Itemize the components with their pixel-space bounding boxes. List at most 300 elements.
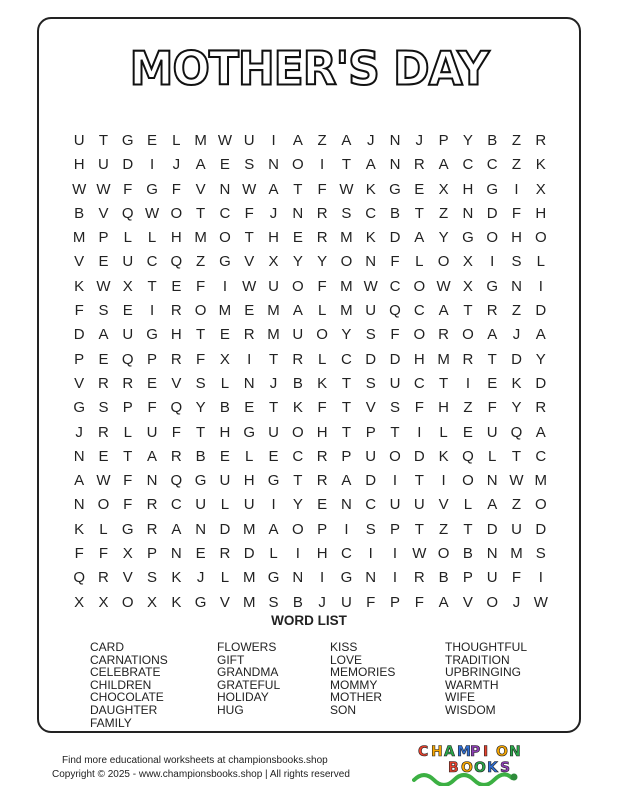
grid-letter: U: [486, 423, 498, 441]
grid-letter: E: [122, 302, 133, 320]
grid-letter: F: [390, 326, 400, 344]
grid-letter: U: [195, 496, 207, 514]
grid-letter: T: [293, 180, 303, 198]
grid-letter: T: [341, 374, 351, 392]
grid-letter: F: [317, 277, 327, 295]
grid-letter: D: [413, 447, 425, 465]
word-list-column-1: [90, 641, 168, 729]
grid-letter: Q: [170, 399, 183, 417]
logo-letter: B: [448, 760, 459, 776]
grid-letter: N: [511, 277, 522, 295]
grid-letter: T: [414, 472, 424, 490]
grid-letter: S: [195, 374, 206, 392]
grid-letter: B: [292, 593, 303, 611]
grid-letter: H: [462, 180, 474, 198]
grid-letter: Y: [511, 399, 522, 417]
grid-letter: N: [195, 520, 207, 538]
grid-letter: X: [438, 180, 449, 198]
grid-letter: O: [97, 496, 110, 514]
grid-letter: O: [437, 545, 450, 563]
grid-letter: H: [438, 399, 450, 417]
grid-letter: I: [441, 472, 446, 490]
grid-letter: O: [316, 326, 328, 344]
word-list-item: CARD: [90, 640, 125, 654]
grid-letter: W: [217, 132, 233, 149]
grid-letter: G: [146, 180, 158, 198]
grid-letter: J: [512, 326, 521, 344]
grid-letter: M: [340, 229, 353, 247]
grid-letter: I: [320, 569, 325, 587]
word-list-item: FLOWERS: [217, 640, 277, 654]
grid-letter: L: [172, 132, 181, 149]
grid-letter: A: [341, 132, 352, 149]
grid-letter: O: [486, 229, 499, 247]
grid-letter: H: [219, 423, 231, 441]
grid-letter: C: [219, 204, 231, 222]
grid-letter: F: [366, 593, 376, 611]
snake-icon: [414, 774, 512, 785]
grid-letter: B: [390, 204, 401, 222]
grid-letter: N: [243, 374, 255, 392]
grid-letter: G: [267, 472, 280, 490]
grid-letter: W: [339, 180, 354, 198]
grid-letter: D: [486, 204, 498, 222]
grid-letter: L: [488, 447, 497, 465]
grid-letter: I: [417, 423, 422, 441]
grid-letter: N: [73, 496, 85, 514]
grid-letter: E: [244, 302, 255, 320]
grid-letter: M: [340, 277, 353, 295]
grid-letter: O: [340, 253, 353, 271]
grid-letter: I: [514, 180, 519, 198]
grid-letter: F: [123, 496, 133, 514]
logo-letter: K: [487, 760, 498, 776]
grid-letter: O: [121, 593, 134, 611]
grid-letter: I: [271, 496, 276, 514]
grid-letter: O: [291, 520, 304, 538]
grid-letter: R: [535, 399, 547, 417]
grid-letter: N: [365, 569, 377, 587]
grid-letter: P: [74, 350, 85, 368]
grid-letter: P: [365, 423, 376, 441]
grid-letter: U: [340, 593, 352, 611]
grid-letter: M: [267, 326, 280, 344]
grid-letter: F: [390, 253, 400, 271]
grid-letter: Z: [439, 204, 449, 222]
grid-letter: P: [147, 545, 158, 563]
grid-letter: I: [392, 472, 398, 490]
grid-letter: Y: [292, 253, 303, 271]
logo-letter: O: [461, 760, 473, 776]
grid-letter: U: [413, 496, 425, 514]
word-list-item: GRANDMA: [217, 665, 279, 680]
grid-letter: E: [462, 423, 473, 441]
word-list-item: MOTHER: [330, 690, 382, 705]
grid-letter: D: [389, 229, 401, 247]
grid-letter: F: [196, 350, 206, 368]
grid-letter: E: [487, 374, 498, 392]
grid-letter: P: [341, 447, 352, 465]
grid-letter: M: [510, 545, 523, 563]
grid-letter: G: [486, 180, 499, 198]
grid-letter: W: [242, 277, 257, 295]
grid-letter: Y: [195, 399, 206, 417]
grid-letter: P: [98, 229, 109, 247]
grid-letter: I: [392, 545, 398, 563]
grid-letter: F: [74, 302, 84, 320]
word-search-grid: [67, 129, 553, 615]
grid-letter: N: [146, 472, 158, 490]
logo-letter: I: [483, 744, 489, 760]
word-list-item: GRATEFUL: [217, 677, 281, 692]
grid-letter: Q: [170, 253, 183, 271]
grid-letter: I: [392, 569, 398, 587]
grid-letter: S: [535, 545, 546, 563]
grid-letter: O: [219, 229, 231, 247]
grid-letter: A: [74, 472, 85, 490]
grid-letter: R: [243, 326, 255, 344]
word-list-item: UPBRINGING: [445, 665, 522, 680]
grid-letter: G: [194, 472, 207, 490]
grid-letter: K: [365, 229, 376, 247]
grid-letter: V: [462, 593, 473, 611]
grid-letter: S: [511, 253, 522, 271]
grid-letter: N: [340, 496, 352, 514]
grid-letter: U: [511, 520, 522, 538]
grid-letter: M: [218, 302, 232, 320]
grid-letter: I: [465, 374, 470, 392]
grid-letter: H: [170, 326, 182, 344]
grid-letter: O: [486, 593, 499, 611]
page-title: MOTHER'S DAY: [129, 42, 489, 97]
grid-letter: Q: [170, 472, 183, 490]
grid-letter: U: [219, 472, 231, 490]
grid-letter: T: [341, 156, 351, 174]
grid-letter: A: [171, 520, 182, 538]
word-list-item: TRADITION: [445, 652, 510, 667]
grid-letter: X: [219, 350, 230, 368]
grid-letter: Q: [510, 423, 523, 441]
grid-letter: W: [96, 180, 111, 198]
grid-letter: A: [292, 302, 303, 320]
grid-letter: N: [170, 545, 182, 563]
grid-letter: T: [463, 302, 473, 320]
word-list-item: HOLIDAY: [217, 690, 269, 705]
word-list-item: MEMORIES: [330, 665, 396, 680]
grid-letter: Z: [511, 496, 522, 514]
grid-letter: A: [365, 156, 376, 174]
grid-letter: R: [170, 302, 182, 320]
grid-letter: M: [242, 593, 256, 611]
word-list-item: CHOCOLATE: [90, 690, 164, 705]
grid-letter: B: [487, 132, 498, 149]
grid-letter: C: [535, 447, 547, 465]
word-list-item: FAMILY: [90, 715, 132, 730]
grid-letter: L: [220, 496, 230, 514]
grid-letter: Q: [462, 447, 474, 465]
grid-letter: V: [219, 593, 230, 611]
grid-letter: U: [243, 496, 255, 514]
grid-letter: F: [171, 423, 181, 441]
grid-letter: U: [389, 374, 401, 392]
grid-letter: S: [365, 520, 376, 538]
grid-letter: I: [538, 569, 543, 587]
grid-letter: M: [194, 132, 207, 149]
grid-letter: X: [147, 593, 158, 611]
grid-letter: R: [316, 472, 328, 490]
grid-letter: M: [242, 569, 256, 587]
grid-letter: K: [438, 447, 449, 465]
grid-letter: V: [438, 496, 449, 514]
word-list-column-2: [217, 641, 280, 717]
logo-letter: N: [509, 744, 521, 760]
grid-letter: N: [486, 472, 498, 490]
grid-letter: M: [437, 350, 450, 368]
grid-letter: I: [295, 545, 300, 563]
grid-letter: G: [340, 569, 353, 587]
word-list-item: CHILDREN: [90, 677, 152, 692]
grid-letter: E: [268, 447, 279, 465]
grid-letter: H: [413, 350, 425, 368]
grid-letter: F: [414, 399, 424, 417]
grid-letter: Y: [535, 350, 546, 368]
grid-letter: L: [147, 229, 157, 247]
grid-letter: X: [462, 253, 473, 271]
grid-letter: A: [438, 593, 449, 611]
grid-letter: B: [195, 447, 206, 465]
grid-letter: Z: [463, 399, 473, 417]
grid-letter: J: [366, 132, 375, 149]
grid-letter: P: [122, 399, 133, 417]
grid-letter: O: [413, 326, 426, 344]
grid-letter: R: [170, 350, 182, 368]
grid-letter: I: [247, 350, 252, 368]
grid-letter: T: [341, 399, 351, 417]
grid-letter: E: [195, 545, 206, 563]
grid-letter: G: [194, 593, 207, 611]
grid-letter: M: [194, 229, 207, 247]
grid-letter: H: [268, 229, 279, 247]
grid-letter: I: [149, 302, 155, 320]
grid-letter: O: [291, 277, 304, 295]
word-list-item: SON: [330, 702, 357, 717]
grid-letter: N: [365, 253, 377, 271]
grid-letter: T: [147, 277, 157, 295]
grid-letter: I: [222, 277, 228, 295]
grid-letter: V: [98, 204, 109, 222]
footer: [52, 754, 350, 782]
grid-letter: N: [268, 156, 279, 174]
grid-letter: J: [269, 204, 278, 222]
grid-letter: D: [73, 326, 85, 344]
grid-letter: S: [390, 399, 401, 417]
grid-letter: R: [486, 302, 498, 320]
grid-letter: L: [415, 253, 424, 271]
grid-letter: U: [365, 447, 377, 465]
logo-letter: M: [457, 744, 471, 760]
grid-letter: K: [74, 277, 85, 295]
grid-letter: S: [341, 204, 352, 222]
grid-letter: C: [389, 277, 401, 295]
grid-letter: A: [292, 132, 303, 149]
grid-letter: F: [414, 593, 424, 611]
grid-letter: S: [98, 302, 109, 320]
grid-letter: H: [316, 545, 328, 563]
grid-letter: F: [317, 180, 327, 198]
grid-letter: Z: [439, 520, 449, 538]
grid-letter: F: [147, 399, 157, 417]
grid-letter: H: [511, 229, 522, 247]
grid-letter: I: [320, 156, 325, 174]
grid-letter: T: [511, 447, 522, 465]
grid-letter: T: [414, 520, 424, 538]
grid-letter: I: [538, 277, 543, 295]
grid-letter: D: [535, 302, 547, 320]
grid-letter: T: [341, 423, 351, 441]
grid-letter: F: [244, 204, 254, 222]
grid-letter: C: [462, 156, 474, 174]
grid-letter: R: [219, 545, 231, 563]
grid-letter: V: [195, 180, 206, 198]
grid-letter: R: [98, 423, 109, 441]
grid-letter: T: [487, 350, 497, 368]
grid-letter: Z: [196, 253, 206, 271]
grid-letter: F: [511, 204, 522, 222]
grid-letter: M: [267, 302, 280, 320]
grid-letter: S: [244, 156, 255, 174]
grid-letter: U: [73, 132, 85, 149]
grid-letter: Z: [511, 302, 522, 320]
grid-letter: X: [122, 545, 133, 563]
grid-letter: U: [486, 569, 498, 587]
word-list-item: CELEBRATE: [90, 665, 161, 680]
logo-letter: S: [500, 760, 511, 776]
grid-letter: J: [318, 593, 326, 611]
grid-letter: F: [123, 472, 133, 490]
grid-letter: C: [365, 204, 377, 222]
grid-letter: A: [268, 180, 279, 198]
logo-letter: O: [474, 760, 486, 776]
grid-letter: U: [268, 423, 279, 441]
grid-letter: W: [436, 277, 451, 295]
grid-letter: N: [292, 569, 304, 587]
footer-line-1: Find more educational worksheets at championsbooks.shop: [62, 755, 328, 766]
grid-letter: R: [316, 204, 328, 222]
grid-letter: F: [511, 569, 522, 587]
grid-letter: L: [220, 569, 230, 587]
grid-letter: D: [365, 350, 377, 368]
word-list-item: WISDOM: [445, 702, 496, 717]
grid-letter: Y: [438, 229, 449, 247]
grid-letter: K: [292, 399, 303, 417]
grid-letter: Q: [121, 350, 134, 368]
grid-letter: T: [463, 520, 473, 538]
grid-letter: O: [462, 326, 474, 344]
grid-letter: S: [268, 593, 279, 611]
grid-letter: U: [292, 326, 304, 344]
grid-letter: T: [268, 350, 279, 368]
grid-letter: B: [74, 204, 85, 222]
grid-letter: E: [147, 374, 158, 392]
grid-letter: O: [437, 253, 450, 271]
grid-letter: G: [73, 399, 85, 417]
grid-letter: Y: [341, 326, 352, 344]
grid-letter: W: [533, 593, 548, 611]
grid-letter: H: [316, 423, 328, 441]
word-list-item: HUG: [217, 702, 244, 717]
grid-letter: W: [509, 472, 524, 490]
grid-letter: G: [243, 423, 256, 441]
grid-letter: Z: [511, 132, 522, 149]
grid-letter: W: [96, 472, 111, 490]
grid-letter: E: [171, 277, 182, 295]
grid-letter: O: [534, 229, 547, 247]
grid-letter: G: [462, 229, 474, 247]
grid-letter: T: [414, 204, 424, 222]
grid-letter: W: [242, 180, 257, 198]
grid-letter: A: [438, 156, 449, 174]
grid-letter: L: [317, 302, 327, 320]
grid-letter: I: [490, 253, 495, 271]
grid-letter: L: [123, 423, 132, 441]
grid-letter: Y: [292, 496, 303, 514]
grid-letter: A: [438, 302, 449, 320]
grid-letter: T: [98, 132, 109, 149]
grid-letter: V: [74, 374, 85, 392]
grid-letter: O: [534, 496, 547, 514]
grid-letter: V: [365, 399, 376, 417]
grid-letter: D: [486, 520, 498, 538]
grid-letter: A: [341, 472, 352, 490]
grid-letter: K: [317, 374, 328, 392]
grid-letter: C: [146, 253, 158, 271]
grid-letter: D: [219, 520, 231, 538]
grid-letter: V: [122, 569, 133, 587]
grid-letter: O: [389, 447, 401, 465]
grid-letter: S: [365, 326, 376, 344]
grid-letter: O: [413, 277, 426, 295]
grid-letter: X: [535, 180, 546, 198]
grid-letter: U: [365, 302, 377, 320]
grid-letter: M: [340, 302, 353, 320]
grid-letter: F: [487, 399, 497, 417]
word-list-item: THOUGHTFUL: [445, 640, 527, 654]
grid-letter: R: [316, 447, 328, 465]
grid-letter: T: [196, 204, 206, 222]
grid-letter: T: [390, 423, 400, 441]
logo-letter: A: [444, 744, 455, 760]
word-list-item: CARNATIONS: [90, 652, 168, 667]
grid-letter: S: [98, 399, 109, 417]
grid-letter: R: [462, 350, 474, 368]
grid-letter: H: [73, 156, 85, 174]
grid-letter: Q: [389, 302, 401, 320]
grid-letter: B: [462, 545, 473, 563]
grid-letter: J: [172, 156, 181, 174]
grid-letter: R: [413, 156, 425, 174]
grid-letter: K: [365, 180, 376, 198]
grid-letter: U: [146, 423, 158, 441]
grid-letter: R: [170, 447, 182, 465]
grid-letter: A: [487, 496, 498, 514]
word-list-column-4: [445, 641, 527, 717]
grid-letter: U: [268, 277, 279, 295]
grid-letter: E: [147, 132, 158, 149]
grid-letter: D: [535, 374, 547, 392]
grid-letter: O: [170, 204, 183, 222]
grid-letter: L: [123, 229, 132, 247]
word-list-item: DAUGHTER: [90, 702, 158, 717]
